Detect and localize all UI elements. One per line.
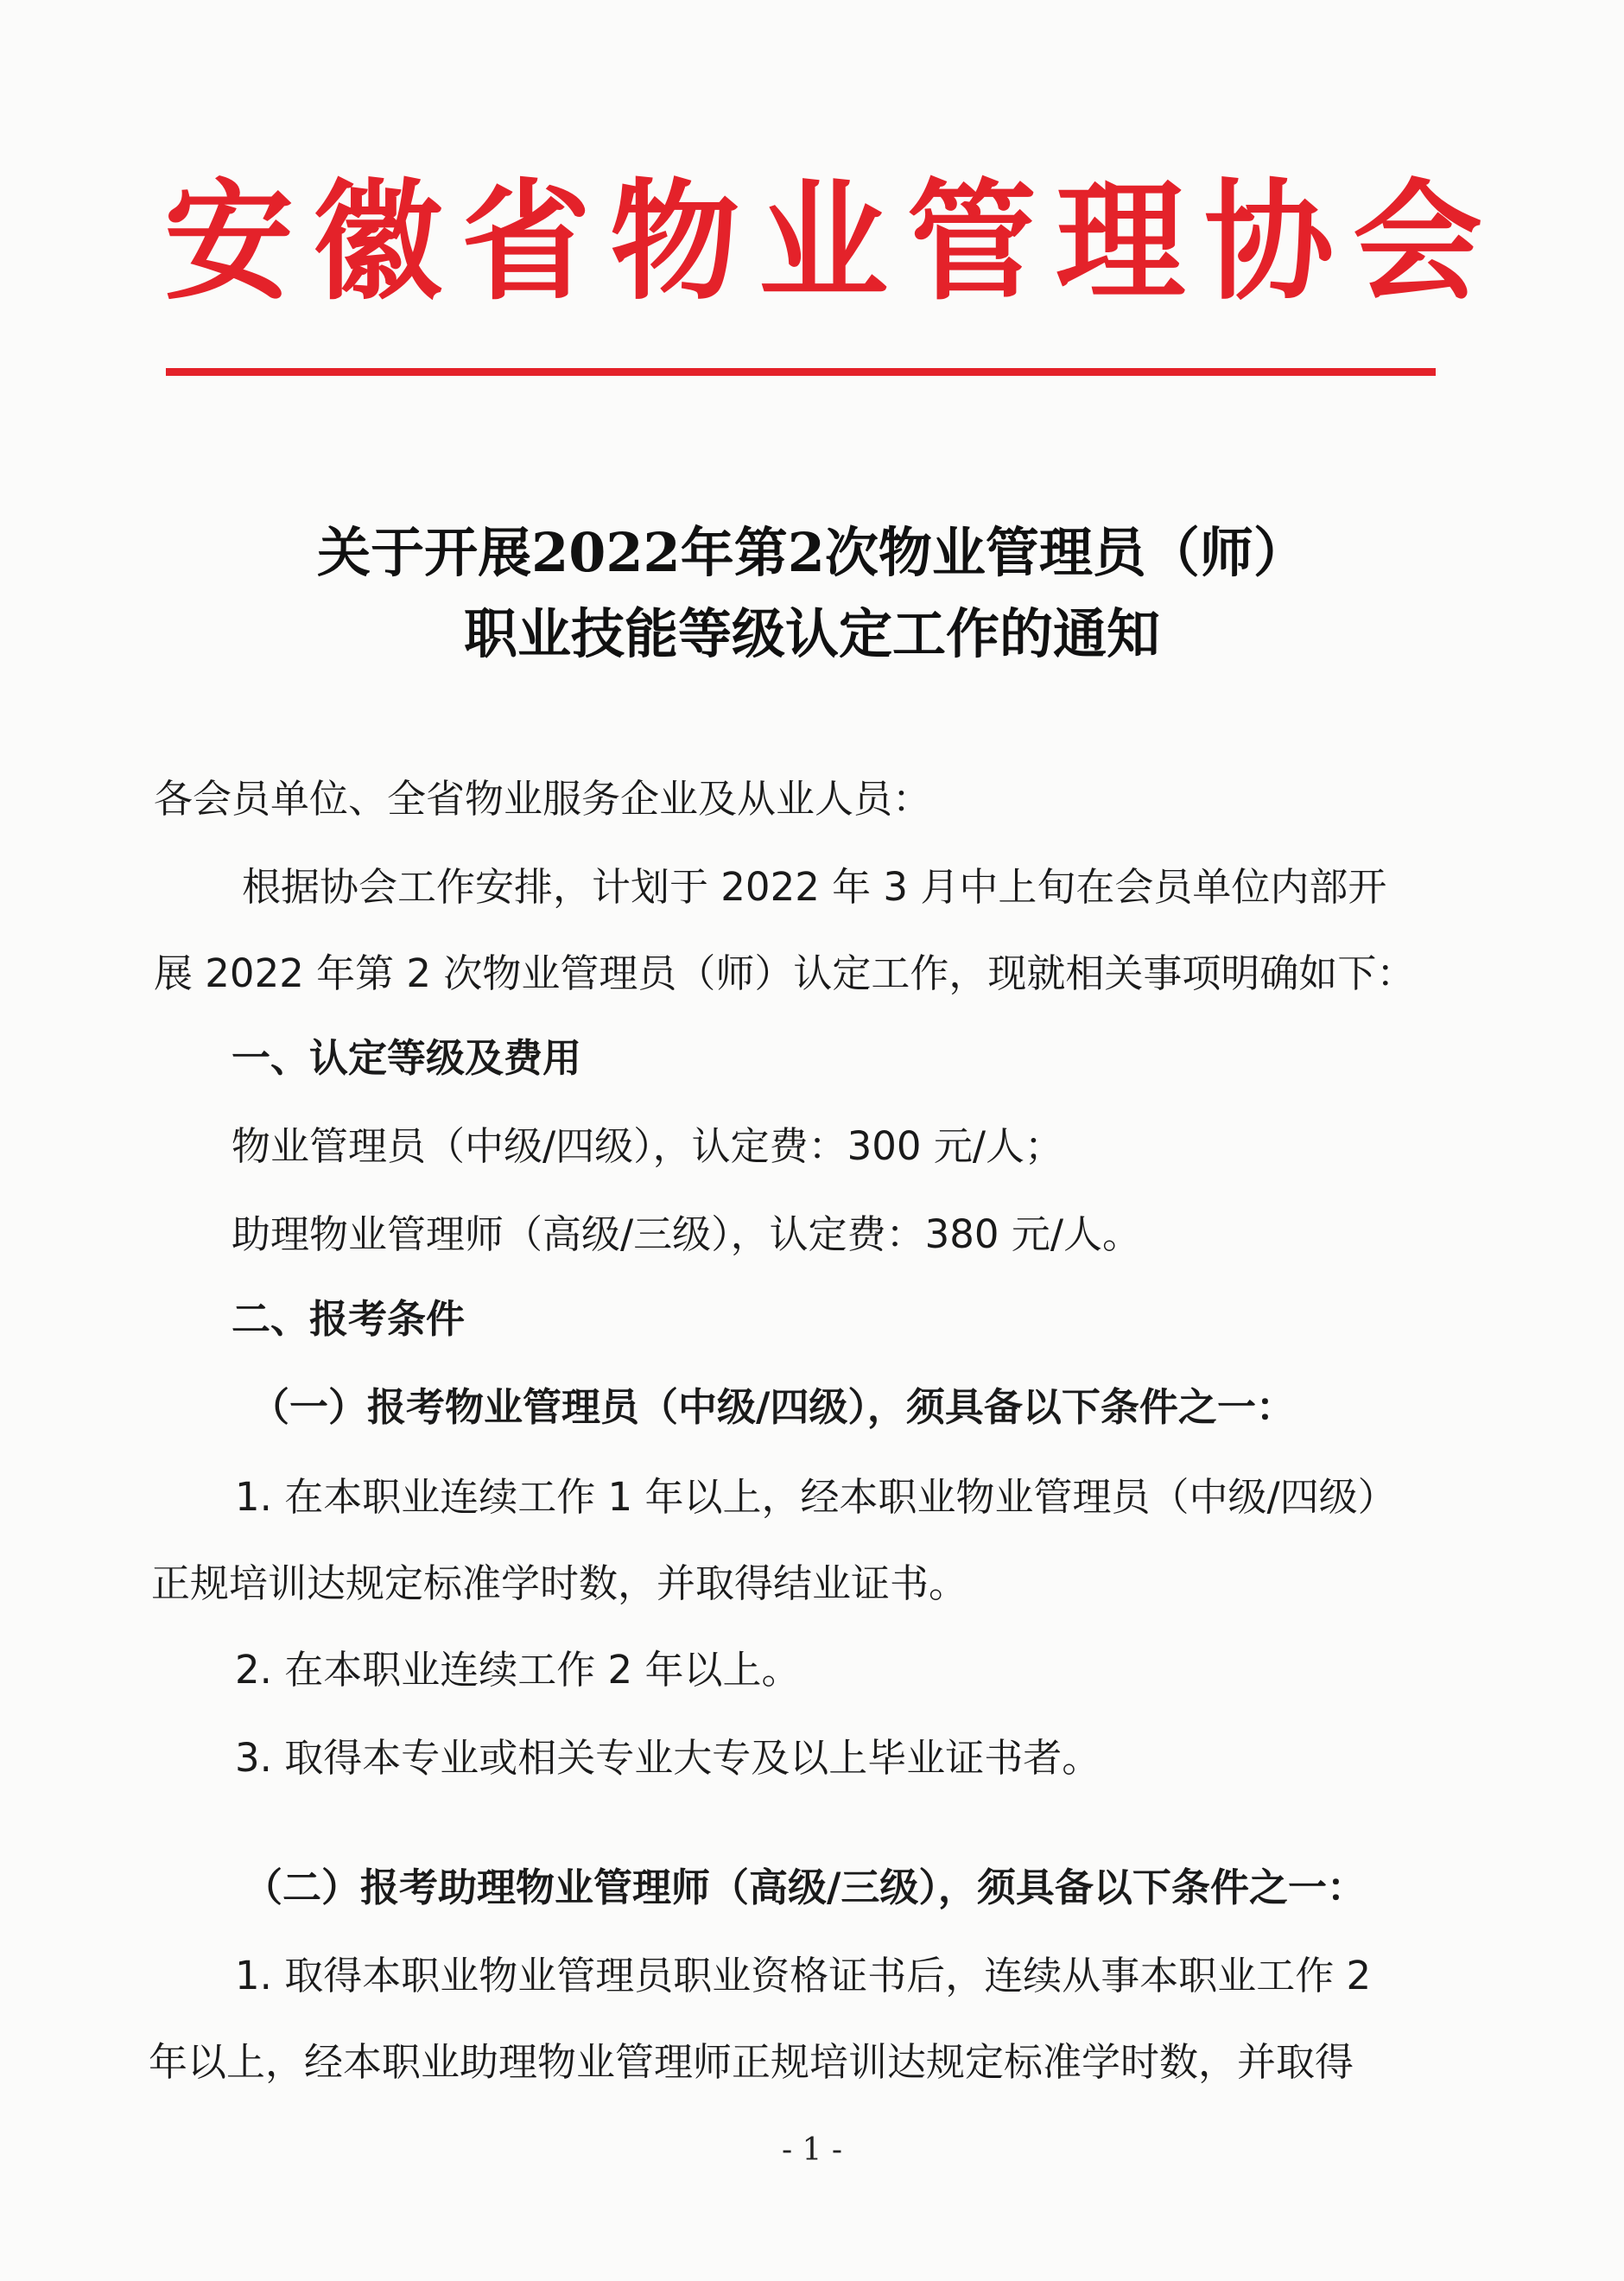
- intro-paragraph-line-1: 根据协会工作安排，计划于 2022 年 3 月中上旬在会员单位内部开: [242, 864, 1387, 910]
- subsection-heading-assistant-manager: （二）报考助理物业管理师（高级/三级），须具备以下条件之一：: [244, 1865, 1366, 1910]
- red-header-rule: [166, 368, 1436, 376]
- intro-paragraph-line-2: 展 2022 年第 2 次物业管理员（师）认定工作，现就相关事项明确如下：: [154, 950, 1416, 996]
- document-title-line-1: 关于开展2022年第2次物业管理员（师）: [317, 521, 1307, 584]
- fee-line-manager: 物业管理员（中级/四级），认定费：300 元/人；: [232, 1123, 1064, 1169]
- document-title-line-2: 职业技能等级认定工作的通知: [463, 602, 1160, 665]
- sub1-item1-line-1: 1. 在本职业连续工作 1 年以上，经本职业物业管理员（中级/四级）: [235, 1474, 1397, 1520]
- organization-header: 安徽省物业管理协会: [164, 166, 1502, 318]
- subsection-heading-manager: （一）报考物业管理员（中级/四级），须具备以下条件之一：: [251, 1384, 1295, 1430]
- page-number: - 1 -: [781, 2132, 843, 2168]
- sub1-item3: 3. 取得本专业或相关专业大专及以上毕业证书者。: [235, 1735, 1101, 1781]
- sub2-item1-line-2: 年以上，经本职业助理物业管理师正规培训达规定标准学时数，并取得: [149, 2039, 1354, 2085]
- sub2-item1-line-1: 1. 取得本职业物业管理员职业资格证书后，连续从事本职业工作 2: [235, 1953, 1372, 1998]
- sub1-item1-line-2: 正规培训达规定标准学时数，并取得结业证书。: [151, 1560, 968, 1606]
- salutation: 各会员单位、全省物业服务企业及从业人员：: [154, 776, 932, 822]
- sub1-item2: 2. 在本职业连续工作 2 年以上。: [235, 1647, 801, 1693]
- section-heading-requirements: 二、报考条件: [232, 1296, 466, 1342]
- fee-line-assistant-manager: 助理物业管理师（高级/三级），认定费：380 元/人。: [232, 1211, 1142, 1257]
- section-heading-fees: 一、认定等级及费用: [232, 1035, 582, 1081]
